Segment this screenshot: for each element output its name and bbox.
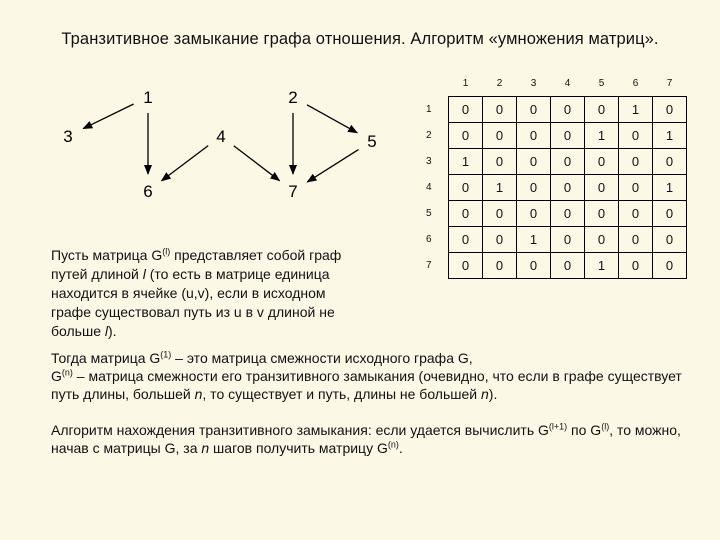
text-run: , то можно, начав с матрицы G, за: [51, 422, 681, 456]
matrix-cell: 0: [449, 175, 483, 201]
graph-node-5: 5: [367, 132, 377, 151]
superscript: (l): [601, 421, 610, 432]
row-header: 4: [426, 182, 432, 193]
row-header: 1: [426, 104, 432, 115]
matrix-cell: 0: [449, 227, 483, 253]
matrix-cell: 0: [619, 149, 653, 175]
adjacency-matrix: [418, 70, 687, 279]
text-run: (то есть в матрице единица находится в ячейке (u,v), если в исходном графе существовал путь из u в v длиной не больше: [51, 266, 335, 339]
matrix-row: [418, 97, 687, 123]
row-header: 3: [426, 156, 432, 167]
matrix-cell: 0: [483, 227, 517, 253]
matrix-cell: 1: [449, 149, 483, 175]
matrix-row: [418, 175, 687, 201]
matrix-cell: 1: [619, 97, 653, 123]
text-run: представляет собой граф путей длиной: [51, 247, 342, 282]
text-run: .: [398, 440, 403, 456]
superscript: (1): [160, 349, 172, 360]
matrix-cell: 0: [653, 253, 687, 279]
matrix-cell: 1: [585, 253, 619, 279]
matrix-cell: 0: [517, 253, 551, 279]
matrix-cell: 0: [653, 149, 687, 175]
row-header: 6: [426, 234, 432, 245]
italic-variable: n: [480, 386, 489, 402]
graph-node-3: 3: [63, 127, 73, 146]
col-header: 5: [598, 77, 605, 89]
matrix-row: [418, 149, 687, 175]
matrix-cell: 0: [551, 123, 585, 149]
superscript: (n): [61, 367, 73, 378]
text-run: ).: [488, 386, 498, 402]
matrix-cell: 1: [483, 175, 517, 201]
matrix-cell: 0: [449, 253, 483, 279]
col-header: 3: [530, 77, 537, 89]
text-run: Тогда матрица G: [51, 350, 161, 366]
matrix-cell: 0: [449, 97, 483, 123]
matrix-cell: 1: [517, 227, 551, 253]
matrix-cell: 0: [517, 149, 551, 175]
matrix-cell: 0: [517, 201, 551, 227]
matrix-cell: 0: [551, 227, 585, 253]
graph-node-1: 1: [143, 88, 153, 107]
definition-paragraph: [51, 246, 361, 341]
text-run: – это матрица смежности исходного графа G,: [171, 350, 473, 366]
matrix-cell: 0: [517, 97, 551, 123]
graph-node-4: 4: [216, 127, 226, 146]
italic-variable: n: [194, 386, 203, 402]
text-run: Пусть матрица G: [51, 247, 163, 263]
explanation-paragraph: [51, 349, 711, 403]
edge-4-6: [162, 146, 209, 181]
matrix-row: [418, 227, 687, 253]
col-header: 7: [666, 77, 673, 89]
matrix-cell: 0: [585, 175, 619, 201]
italic-variable: n: [201, 440, 210, 456]
matrix-cell: 1: [585, 123, 619, 149]
edge-2-5: [307, 105, 357, 133]
matrix-cell: 0: [483, 97, 517, 123]
text-run: ).: [108, 323, 117, 339]
italic-variable: l: [104, 323, 108, 339]
matrix-cell: 0: [551, 201, 585, 227]
matrix-cell: 0: [619, 253, 653, 279]
col-header: 2: [496, 77, 503, 89]
matrix-cell: 1: [653, 175, 687, 201]
graph-node-6: 6: [143, 182, 153, 201]
matrix-row: [418, 253, 687, 279]
matrix-cell: 0: [517, 175, 551, 201]
matrix-cell: 0: [585, 201, 619, 227]
graph-node-7: 7: [288, 182, 298, 201]
matrix-cell: 0: [585, 149, 619, 175]
superscript: (l): [162, 246, 171, 257]
algorithm-paragraph: [51, 421, 711, 457]
col-header: 1: [462, 77, 469, 89]
text-run: G: [51, 368, 62, 384]
matrix-cell: 0: [483, 201, 517, 227]
matrix-cell: 0: [619, 175, 653, 201]
text-run: шагов получить матрицу G: [209, 440, 388, 456]
matrix-cell: 0: [619, 201, 653, 227]
matrix-cell: 0: [551, 149, 585, 175]
matrix-cell: 0: [619, 123, 653, 149]
matrix-cell: 0: [653, 227, 687, 253]
matrix-cell: 0: [653, 97, 687, 123]
slide-title: Транзитивное замыкание графа отношения. Алгоритм «умножения матриц».: [61, 30, 659, 48]
matrix-cell: 0: [483, 253, 517, 279]
edge-4-7: [234, 146, 280, 181]
matrix-cell: 1: [653, 123, 687, 149]
row-header: 5: [426, 208, 432, 219]
matrix-header-row: [418, 70, 687, 97]
text-run: , то существует и путь, длины не большей: [202, 386, 481, 402]
text-run: Алгоритм нахождения транзитивного замыкания: если удается вычислить G: [51, 422, 549, 438]
superscript: (n): [387, 439, 399, 450]
matrix-cell: 0: [653, 201, 687, 227]
matrix-row: [418, 123, 687, 149]
edge-1-3: [83, 104, 133, 129]
row-header: 7: [426, 260, 432, 271]
matrix-cell: 0: [449, 123, 483, 149]
matrix-cell: 0: [483, 149, 517, 175]
italic-variable: l: [142, 266, 146, 282]
matrix-corner: [418, 70, 449, 97]
superscript: (l+1): [548, 421, 568, 432]
matrix-cell: 0: [551, 175, 585, 201]
text-run: – матрица смежности его транзитивного замыкания (очевидно, что если в графе существует путь длины, большей: [51, 368, 682, 402]
text-run: по G: [567, 422, 602, 438]
matrix-cell: 0: [619, 227, 653, 253]
matrix-cell: 0: [517, 123, 551, 149]
matrix-cell: 0: [551, 97, 585, 123]
matrix-cell: 0: [551, 253, 585, 279]
matrix-cell: 0: [585, 97, 619, 123]
matrix-cell: 0: [483, 123, 517, 149]
matrix-row: [418, 201, 687, 227]
edge-5-7: [307, 150, 358, 182]
graph-node-2: 2: [288, 88, 298, 107]
col-header: 4: [564, 77, 571, 89]
matrix-cell: 0: [449, 201, 483, 227]
matrix-cell: 0: [585, 227, 619, 253]
col-header: 6: [632, 77, 639, 89]
row-header: 2: [426, 130, 432, 141]
